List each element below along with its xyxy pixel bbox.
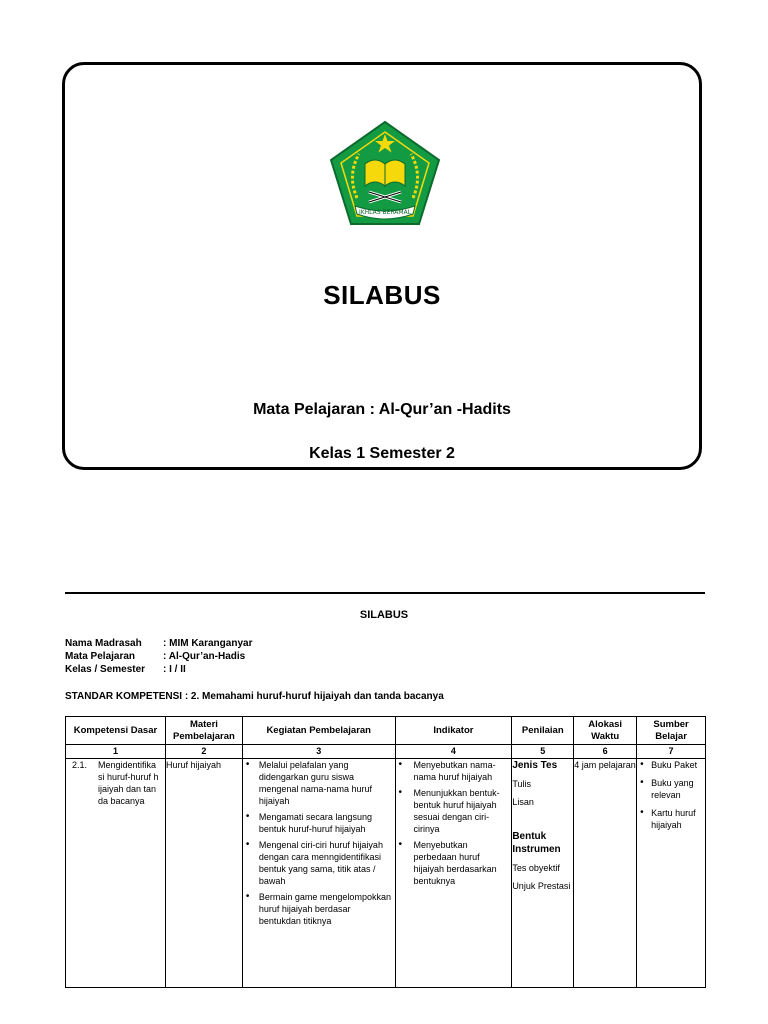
list-item: • Kartu huruf hijaiyah [637,807,705,831]
school-info [65,637,252,676]
column-header: Kegiatan Pembelajaran [242,717,395,745]
column-number: 6 [574,745,637,759]
materi-cell: Huruf hijaiyah [165,759,242,988]
list-item: • Buku yang relevan [637,777,705,801]
penilaian-item: Tulis [512,779,531,789]
info-value: : I / II [163,664,186,675]
column-header: Sumber Belajar [637,717,706,745]
kd-number: 2.1. [72,760,88,770]
syllabus-table [65,716,706,988]
column-header: Penilaian [512,717,574,745]
column-number: 4 [395,745,512,759]
info-value: : Al-Qur’an-Hadis [163,651,246,662]
list-item: • Melalui pelafalan yang didengarkan guru siswa mengenal nama-nama huruf hijaiyah [243,759,395,807]
sumber-cell [637,759,706,988]
kompetensi-dasar-cell [66,759,166,988]
indikator-cell [395,759,512,988]
list-item: • Mengenal ciri-ciri huruf hijaiyah dengan cara menngidentifikasi bentuk yang sama, titik atas / bawah [243,839,395,887]
penilaian-item: Tes obyektif [512,863,560,873]
list-item: • Buku Paket [637,759,705,771]
penilaian-item: Lisan [512,797,534,807]
bentuk-instrumen-label: Bentuk Instrumen [512,831,561,855]
list-item: • Menyebutkan perbedaan huruf hijaiyah berdasarkan bentuknya [396,839,512,887]
penilaian-item: Unjuk Prestasi [512,881,571,891]
kegiatan-cell [242,759,395,988]
column-number: 3 [242,745,395,759]
info-row [65,650,252,663]
table-row [66,759,706,988]
standar-kompetensi: STANDAR KOMPETENSI : 2. Memahami huruf-huruf hijaiyah dan tanda bacanya [65,691,444,702]
column-number: 1 [66,745,166,759]
list-item: • Menyebutkan nama-nama huruf hijaiyah [396,759,512,783]
page-divider [65,592,705,594]
column-number: 5 [512,745,574,759]
cover-box [62,62,702,470]
svg-text:IKHLAS BERAMAL: IKHLAS BERAMAL [358,209,412,216]
list-item: • Mengamati secara langsung bentuk huruf-huruf hijaiyah [243,811,395,835]
alokasi-cell [574,759,637,988]
list-item: • Bermain game mengelompokkan huruf hijaiyah berdasar bentukdan titiknya [243,891,395,927]
column-header: Indikator [395,717,512,745]
document-title: SILABUS [359,609,409,621]
cover-subject: Mata Pelajaran : Al-Qur’an -Hadits [253,401,511,418]
info-value: : MIM Karanganyar [163,638,253,649]
kd-text: Mengidentifikasi huruf-huruf hijaiyah dan tanda bacanya [98,760,159,806]
cover-title: SILABUS [323,280,441,310]
jenis-tes-label: Jenis Tes [512,760,558,771]
alokasi-value: 4 jam pelajaran [574,760,636,770]
info-row [65,663,252,676]
info-label: Kelas / Semester [65,664,146,675]
info-row [65,637,252,650]
column-header: Kompetensi Dasar [66,717,166,745]
info-label: Mata Pelajaran [65,651,136,662]
penilaian-cell [512,759,574,988]
table-header-row [66,717,706,745]
ministry-logo [329,120,441,228]
cover-class-semester: Kelas 1 Semester 2 [309,445,455,462]
column-number-row [66,745,706,759]
info-label: Nama Madrasah [65,638,142,649]
column-header: Materi Pembelajaran [165,717,242,745]
column-header: Alokasi Waktu [574,717,637,745]
column-number: 2 [165,745,242,759]
list-item: • Menunjukkan bentuk-bentuk huruf hijaiyah sesuai dengan ciri-cirinya [396,787,512,835]
column-number: 7 [637,745,706,759]
